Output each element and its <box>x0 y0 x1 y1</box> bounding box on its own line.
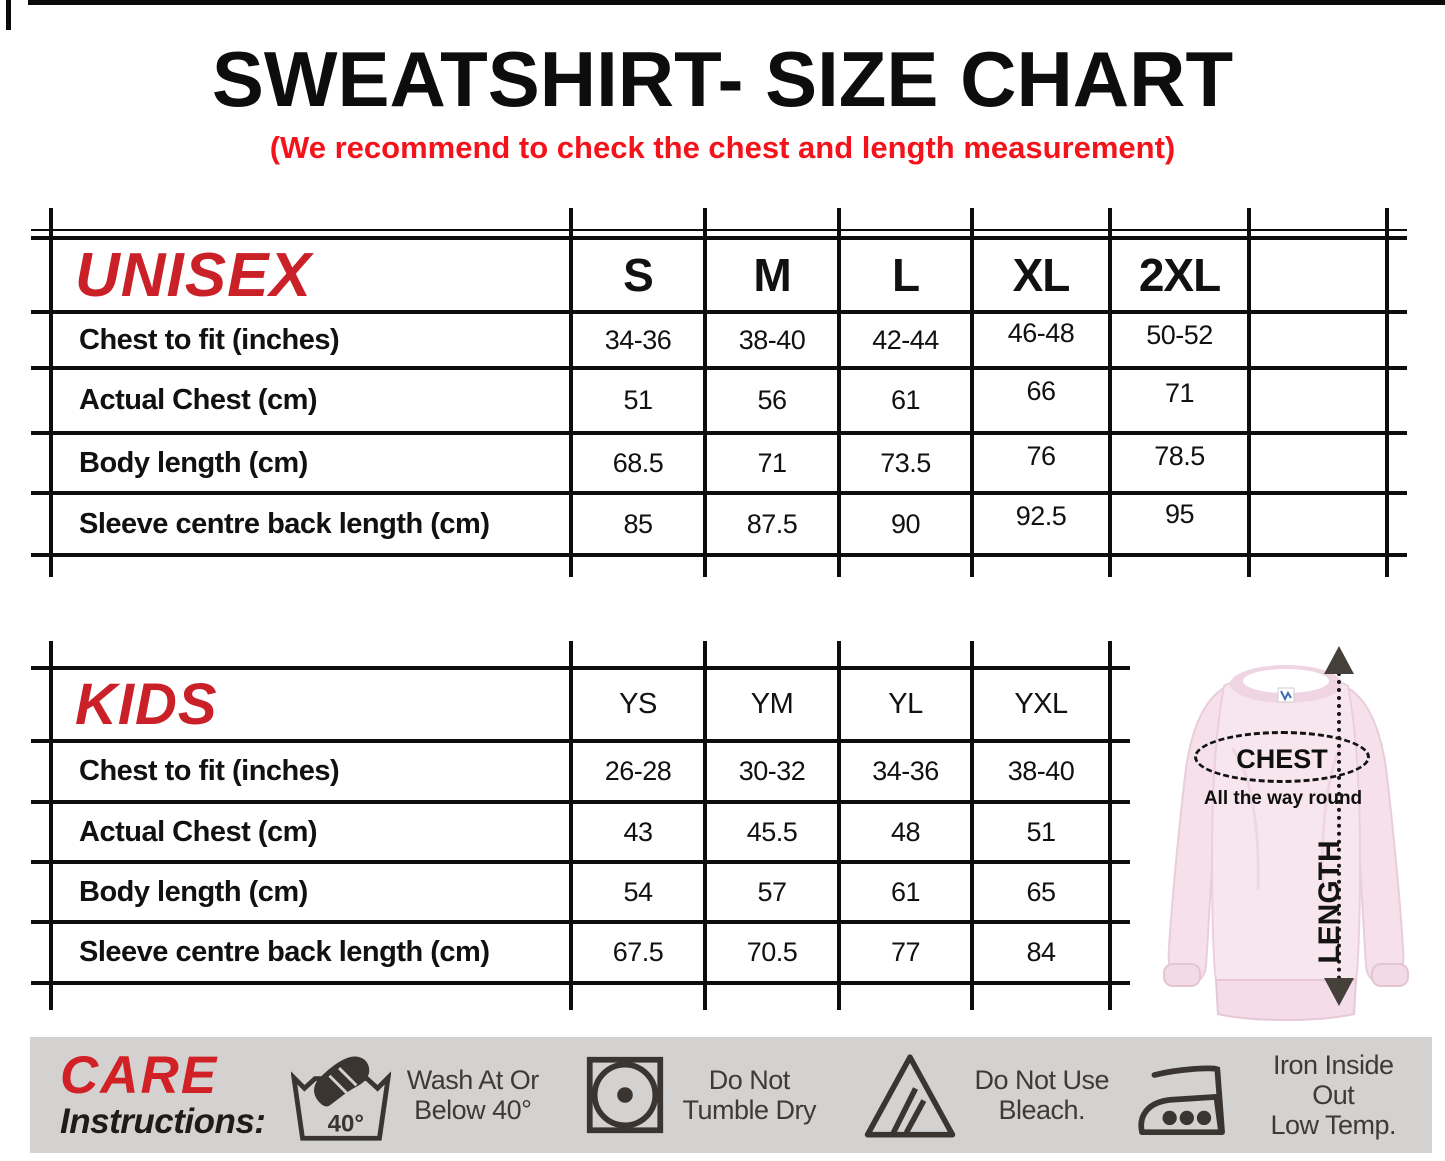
size-header-cell: L <box>891 249 920 301</box>
value-cell: 85 <box>623 508 653 539</box>
value-cell: 71 <box>757 447 787 478</box>
do-not-bleach-icon <box>862 1051 958 1139</box>
value-cell: 87.5 <box>746 508 798 539</box>
value-cell: 51 <box>623 385 653 415</box>
value-cell: 61 <box>890 876 921 907</box>
size-header-cell: XL <box>1012 249 1070 301</box>
care-item-iron <box>1129 1050 1415 1141</box>
value-cell: 56 <box>757 385 787 415</box>
kids-size-table <box>31 641 1130 1010</box>
value-cell: 34-36 <box>872 756 939 786</box>
value-cell: 45.5 <box>746 816 798 847</box>
page-title: SWEATSHIRT- SIZE CHART <box>211 35 1234 123</box>
value-cell: 61 <box>890 385 921 415</box>
page-left-border-tick <box>6 0 11 30</box>
value-cell: 46-48 <box>1007 318 1075 348</box>
value-cell: 38-40 <box>738 324 806 355</box>
value-cell: 95 <box>1164 499 1195 529</box>
chest-note: All the way round <box>1203 788 1363 809</box>
value-cell: 43 <box>623 816 653 847</box>
value-cell: 42-44 <box>872 324 939 355</box>
care-item-text: Wash At Or Below 40° <box>406 1064 539 1125</box>
row-label-cell: Actual Chest (cm) <box>79 815 318 848</box>
care-item-text: Do Not Tumble Dry <box>682 1064 817 1125</box>
value-cell: 51 <box>1026 816 1056 847</box>
page-top-border <box>28 0 1445 5</box>
size-header-cell: YS <box>619 688 657 720</box>
value-cell: 92.5 <box>1015 501 1067 531</box>
unisex-section-label: UNISEX <box>75 240 312 310</box>
value-cell: 90 <box>890 508 921 539</box>
value-cell: 67.5 <box>612 937 664 967</box>
page-subtitle: (We recommend to check the chest and length measurement) <box>269 130 1176 165</box>
care-item-bleach <box>843 1051 1129 1139</box>
value-cell: 73.5 <box>880 447 931 478</box>
value-cell: 54 <box>623 876 653 907</box>
row-label-cell: Chest to fit (inches) <box>79 323 340 356</box>
care-item-wash <box>272 1048 558 1142</box>
value-cell: 76 <box>1026 441 1056 471</box>
care-heading-block <box>60 1045 272 1142</box>
value-cell: 30-32 <box>738 756 806 786</box>
value-cell: 66 <box>1026 376 1056 406</box>
row-label-cell: Body length (cm) <box>79 446 308 479</box>
value-cell: 78.5 <box>1154 441 1205 471</box>
size-header-cell: YXL <box>1014 688 1068 720</box>
care-item-text: Do Not Use Bleach. <box>974 1064 1110 1125</box>
kids-section-label: KIDS <box>75 672 218 737</box>
value-cell: 84 <box>1026 937 1056 967</box>
chest-label: CHEST <box>1236 744 1328 774</box>
size-header-cell: YL <box>888 688 923 720</box>
value-cell: 48 <box>890 816 921 847</box>
size-header-cell: S <box>623 249 653 301</box>
care-item-text: Iron Inside Out Low Temp. <box>1270 1049 1397 1141</box>
value-cell: 34-36 <box>604 324 672 355</box>
value-cell: 65 <box>1026 876 1056 907</box>
row-label-cell: Body length (cm) <box>79 875 308 908</box>
value-cell: 70.5 <box>746 937 798 967</box>
size-header-cell: 2XL <box>1138 249 1221 301</box>
value-cell: 38-40 <box>1007 756 1075 786</box>
care-instructions-bar <box>30 1037 1432 1153</box>
value-cell: 68.5 <box>612 447 664 478</box>
sweatshirt-measurement-diagram <box>1140 628 1432 1035</box>
unisex-size-table <box>31 208 1407 577</box>
value-cell: 26-28 <box>604 756 672 786</box>
wash-temp-badge: 40° <box>327 1110 364 1138</box>
arrow-up-icon <box>1324 646 1354 674</box>
size-header-cell: YM <box>750 688 794 720</box>
size-header-cell: M <box>753 249 791 301</box>
row-label-cell: Chest to fit (inches) <box>79 755 340 787</box>
length-label: LENGTH <box>1313 840 1346 964</box>
row-label-cell: Sleeve centre back length (cm) <box>79 936 490 968</box>
row-label-cell: Actual Chest (cm) <box>79 384 318 416</box>
care-heading: CARE <box>60 1045 219 1105</box>
iron-icon <box>1129 1054 1237 1136</box>
value-cell: 57 <box>757 876 787 907</box>
hand-wash-icon <box>291 1048 391 1142</box>
sweatshirt-illustration <box>1140 628 1432 1035</box>
do-not-tumble-dry-icon <box>584 1054 666 1136</box>
row-label-cell: Sleeve centre back length (cm) <box>79 507 490 540</box>
value-cell: 71 <box>1164 378 1195 408</box>
care-item-tumble <box>558 1054 844 1136</box>
care-subheading: Instructions: <box>60 1101 266 1141</box>
value-cell: 50-52 <box>1146 320 1213 350</box>
value-cell: 77 <box>890 937 921 967</box>
